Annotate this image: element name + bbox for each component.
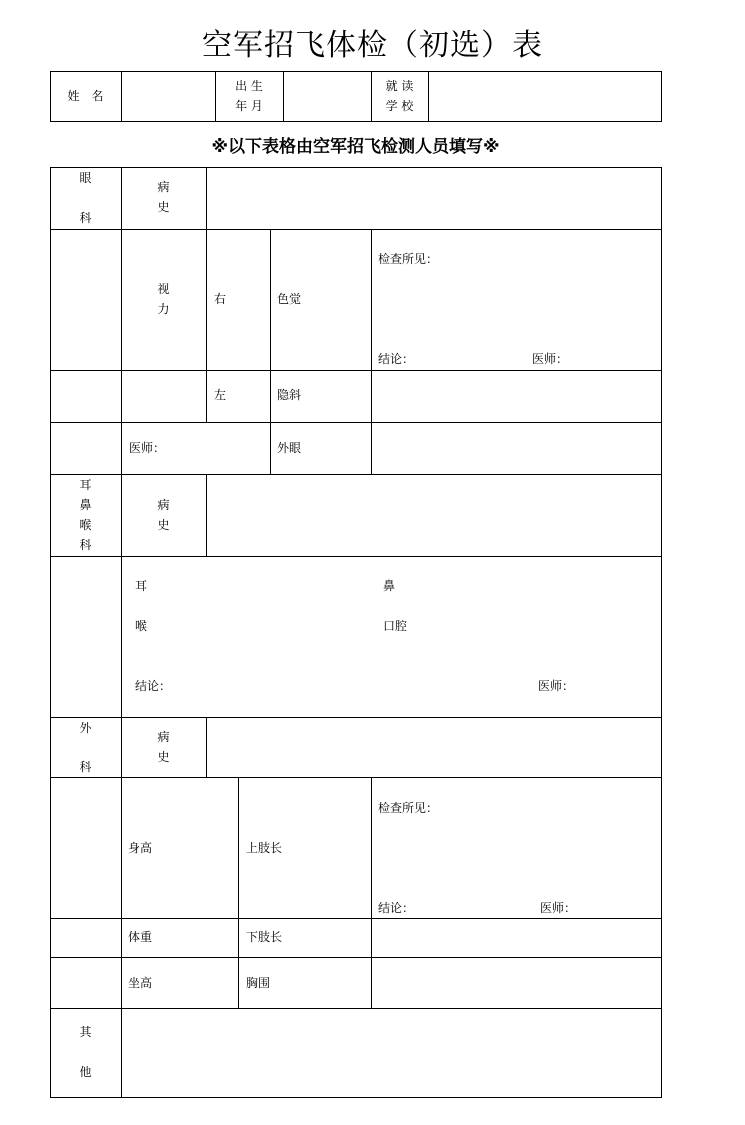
ear-label: 耳	[135, 579, 148, 593]
eye-findings-label: 检查所见：	[378, 252, 439, 266]
surgery-conclusion-label: 结论：	[378, 901, 415, 915]
upper-limb-label: 上肢长	[246, 841, 283, 855]
ent-dept-label-1: 耳	[79, 478, 92, 492]
ent-dept-label-4: 科	[79, 538, 92, 552]
divider	[50, 121, 662, 122]
height-label: 身高	[128, 841, 153, 855]
vision-label-2: 力	[157, 302, 170, 316]
vision-left-label: 左	[214, 388, 227, 402]
lower-limb-field[interactable]	[372, 919, 661, 957]
heterophoria-label: 隐斜	[277, 388, 302, 402]
eye-history-label-2: 史	[157, 200, 170, 214]
surgery-findings-label: 检查所见：	[378, 801, 439, 815]
school-label-line1: 就 读	[385, 79, 414, 93]
ent-history-field[interactable]	[207, 475, 661, 556]
surgery-dept-label-1: 外	[79, 721, 92, 735]
birth-label-line2: 年 月	[235, 99, 263, 113]
divider	[270, 229, 271, 474]
eye-conclusion-label: 结论：	[378, 352, 415, 366]
other-label-2: 他	[79, 1065, 92, 1079]
ent-history-label-1: 病	[157, 498, 170, 512]
oral-cavity-label: 口腔	[383, 619, 408, 633]
weight-label: 体重	[128, 930, 153, 944]
ent-dept-label-3: 喉	[79, 518, 92, 532]
divider	[238, 777, 239, 1008]
surgery-history-label-2: 史	[157, 750, 170, 764]
ent-history-label-2: 史	[157, 518, 170, 532]
ent-doctor-label: 医师：	[538, 679, 575, 693]
other-label-1: 其	[79, 1025, 92, 1039]
sitting-height-label: 坐高	[128, 976, 153, 990]
divider	[661, 71, 662, 122]
eye-dept-label-1: 眼	[79, 171, 92, 185]
other-field[interactable]	[122, 1009, 661, 1097]
vision-right-label: 右	[214, 292, 227, 306]
lower-limb-label: 下肢长	[246, 930, 283, 944]
name-label: 姓 名	[67, 89, 104, 103]
surgery-dept-label-2: 科	[79, 760, 92, 774]
surgery-history-label-1: 病	[157, 730, 170, 744]
ent-conclusion-label: 结论：	[135, 679, 172, 693]
heterophoria-field[interactable]	[372, 371, 661, 422]
color-vision-label: 色觉	[277, 292, 302, 306]
chest-label: 胸围	[246, 976, 271, 990]
ent-dept-label-2: 鼻	[79, 498, 92, 512]
school-label-line2: 学 校	[385, 99, 414, 113]
vision-label-1: 视	[157, 282, 170, 296]
throat-label: 喉	[135, 619, 148, 633]
divider	[50, 167, 51, 1098]
external-eye-label: 外眼	[277, 441, 302, 455]
section-instruction: ※以下表格由空军招飞检测人员填写※	[211, 137, 500, 157]
divider	[50, 229, 662, 230]
page-title: 空军招飞体检（初选）表	[202, 28, 543, 63]
nose-label: 鼻	[383, 579, 396, 593]
chest-field[interactable]	[372, 958, 661, 1008]
birth-label-line1: 出 生	[235, 79, 263, 93]
name-field[interactable]	[122, 72, 215, 121]
divider	[50, 556, 662, 557]
divider	[661, 167, 662, 1098]
external-eye-field[interactable]	[372, 423, 661, 474]
eye-history-field[interactable]	[207, 168, 661, 229]
eye-dept-label-2: 科	[79, 211, 92, 225]
school-field[interactable]	[429, 72, 661, 121]
surgery-history-field[interactable]	[207, 718, 661, 777]
divider	[50, 1097, 662, 1098]
divider	[50, 777, 662, 778]
birth-date-field[interactable]	[284, 72, 371, 121]
vision-doctor-label: 医师：	[129, 441, 166, 455]
eye-history-label-1: 病	[157, 180, 170, 194]
eye-doctor-label: 医师：	[532, 352, 569, 366]
surgery-doctor-label: 医师：	[540, 901, 577, 915]
